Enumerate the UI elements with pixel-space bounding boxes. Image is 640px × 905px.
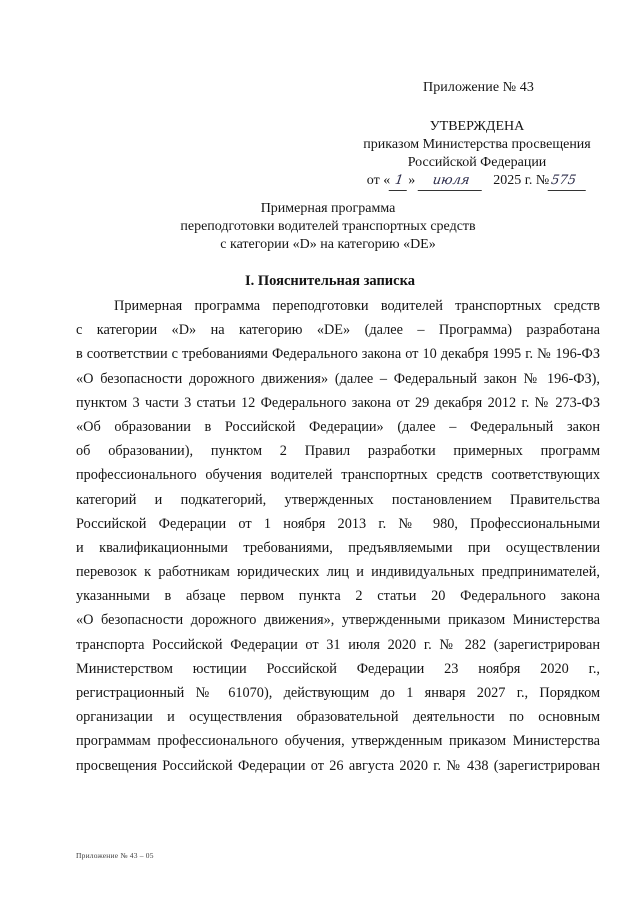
program-title-line3: с категории «D» на категорию «DE» bbox=[220, 237, 436, 252]
section-heading: I. Пояснительная записка bbox=[245, 273, 415, 289]
body-line: Примерная программа переподготовки водителей транспортных средств bbox=[114, 298, 600, 314]
order-issuer-line2: Российской Федерации bbox=[407, 155, 547, 170]
body-line: «Об образовании в Российской Федерации» (далее – Федеральный закон bbox=[76, 418, 600, 435]
body-line: Российской Федерации от 1 ноября 2013 г. № 980, Профессиональными bbox=[76, 515, 600, 532]
body-line: Министерством юстиции Российской Федерации 23 ноября 2020 г., bbox=[76, 660, 600, 677]
approved-label: УТВЕРЖДЕНА bbox=[429, 119, 525, 134]
order-prefix: от « bbox=[366, 173, 391, 188]
program-title bbox=[150, 200, 506, 254]
handwritten-order-number: 575 bbox=[548, 172, 589, 191]
body-line: перевозок к работникам юридических лиц и индивидуальных предпринимателей, bbox=[76, 564, 600, 581]
footer-mark: Приложение № 43 – 05 bbox=[76, 851, 154, 860]
order-mid: » bbox=[408, 173, 416, 188]
body-line: транспорта Российской Федерации от 31 июля 2020 г. № 282 (зарегистрирован bbox=[76, 636, 600, 653]
approval-block bbox=[336, 118, 618, 191]
explanatory-note-body bbox=[76, 294, 600, 778]
body-line: организации и осуществления образовательной деятельности по основным bbox=[76, 709, 600, 726]
body-line: категорий и подкатегорий, утвержденных постановлением Правительства bbox=[76, 491, 600, 508]
body-line: пунктом 3 части 3 статьи 12 Федерального закона от 29 декабря 2012 г. № 273-ФЗ bbox=[76, 394, 600, 411]
order-issuer-line1: приказом Министерства просвещения bbox=[363, 137, 591, 152]
handwritten-month: июля bbox=[418, 172, 485, 191]
body-line: профессионального обучения водителей транспортных средств соответствующих bbox=[76, 467, 600, 484]
order-year: 2025 г. № bbox=[493, 173, 550, 188]
body-line: «О безопасности дорожного движения» (далее – Федеральный закон № 196-ФЗ), bbox=[76, 370, 600, 387]
program-title-line1: Примерная программа bbox=[260, 201, 396, 216]
body-line: об образовании), пунктом 2 Правил разработки примерных программ bbox=[76, 443, 600, 460]
program-title-line2: переподготовки водителей транспортных средств bbox=[180, 219, 476, 234]
body-line: регистрационный № 61070), действующим до 1 января 2027 г., Порядком bbox=[76, 685, 600, 701]
body-line: программам профессионального обучения, утвержденным приказом Министерства bbox=[76, 733, 600, 750]
body-line: и квалификационными требованиями, предъявляемыми при осуществлении bbox=[76, 539, 600, 556]
body-line: просвещения Российской Федерации от 26 августа 2020 г. № 438 (зарегистрирован bbox=[76, 757, 600, 774]
body-line: «О безопасности дорожного движения», утвержденными приказом Министерства bbox=[76, 612, 600, 629]
body-line: в соответствии с требованиями Федерального закона от 10 декабря 1995 г. № 196-ФЗ bbox=[76, 346, 600, 363]
body-line: указанными в абзаце первом пункта 2 статьи 20 Федерального закона bbox=[76, 588, 600, 605]
body-line: с категории «D» на категорию «DE» (далее – Программа) разработана bbox=[76, 322, 600, 339]
appendix-label: Приложение № 43 bbox=[423, 80, 534, 95]
order-date-line bbox=[336, 172, 618, 191]
handwritten-day: 1 bbox=[389, 172, 410, 191]
